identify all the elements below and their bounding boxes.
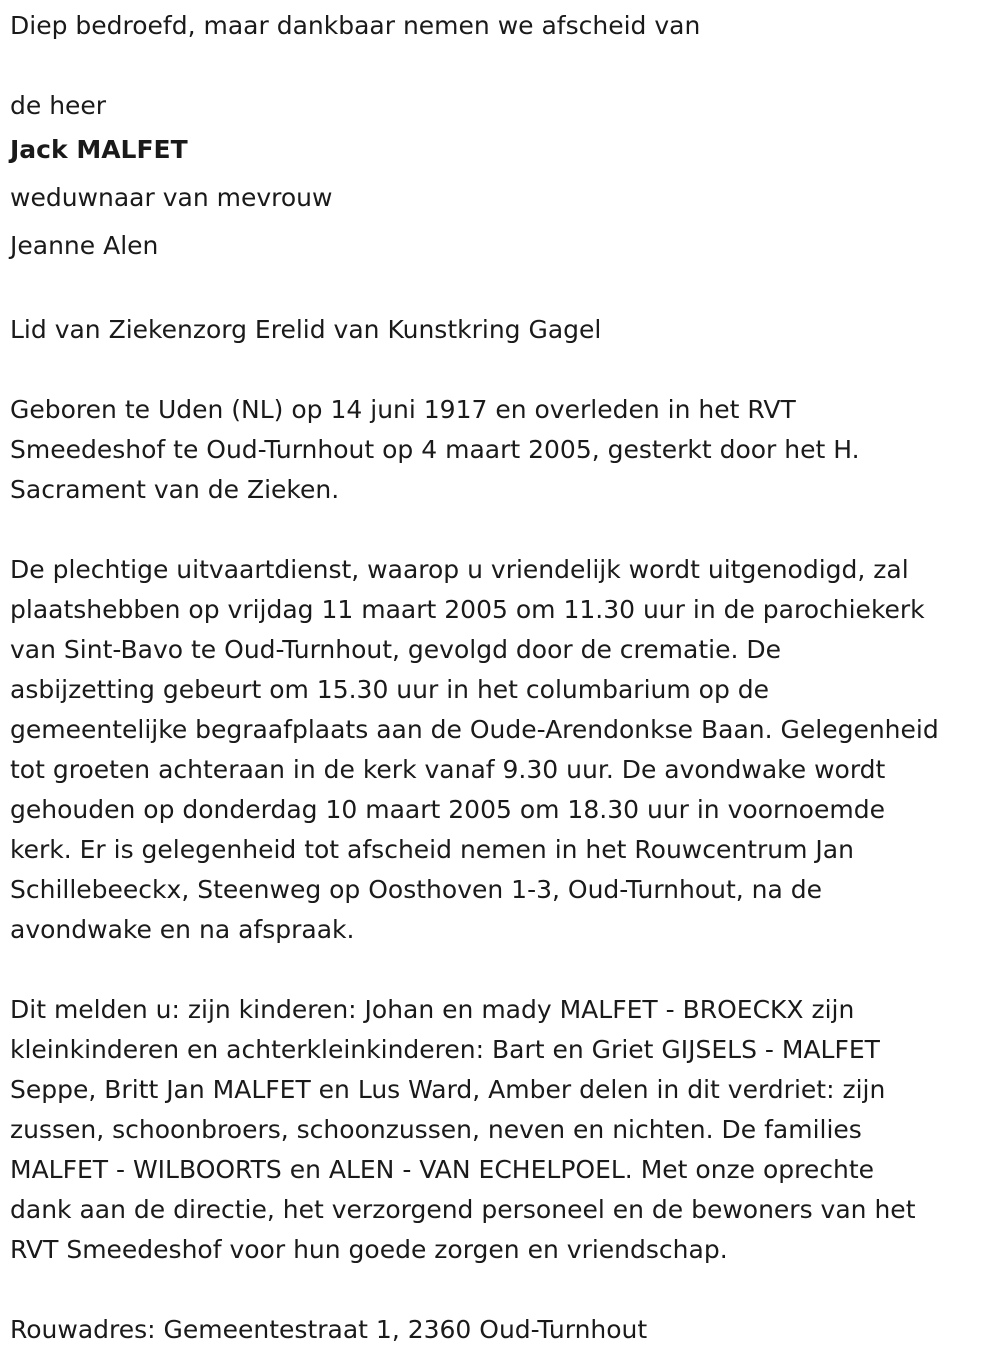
paragraph-line: kerk. Er is gelegenheid tot afscheid nemen in het Rouwcentrum Jan [10,835,854,864]
paragraph-line: dank aan de directie, het verzorgend personeel en de bewoners van het [10,1195,916,1224]
paragraph-line: Smeedeshof te Oud-Turnhout op 4 maart 2005, gesterkt door het H. [10,435,860,464]
paragraph-line: gemeentelijke begraafplaats aan de Oude-Arendonkse Baan. Gelegenheid [10,715,939,744]
paragraph-line: van Sint-Bavo te Oud-Turnhout, gevolgd door de crematie. De [10,635,781,664]
spouse-name: Jeanne Alen [10,231,159,260]
paragraph-line: Schillebeeckx, Steenweg op Oosthoven 1-3, Oud-Turnhout, na de [10,875,823,904]
paragraph-line: asbijzetting gebeurt om 15.30 uur in het columbarium op de [10,675,770,704]
paragraph-line: Geboren te Uden (NL) op 14 juni 1917 en overleden in het RVT [10,395,796,424]
family-paragraph [10,990,995,1270]
birth-death-paragraph [10,390,995,510]
paragraph-line: MALFET - WILBOORTS en ALEN - VAN ECHELPOEL. Met onze oprechte [10,1155,875,1184]
spacer [10,46,995,86]
spacer [10,350,995,390]
paragraph-line: RVT Smeedeshof voor hun goede zorgen en vriendschap. [10,1235,728,1264]
paragraph-line: zussen, schoonbroers, schoonzussen, neven en nichten. De families [10,1115,862,1144]
paragraph-line: Sacrament van de Zieken. [10,475,340,504]
paragraph-line: Dit melden u: zijn kinderen: Johan en mady MALFET - BROECKX zijn [10,995,855,1024]
paragraph-line: tot groeten achteraan in de kerk vanaf 9.30 uur. De avondwake wordt [10,755,886,784]
paragraph-line: Seppe, Britt Jan MALFET en Lus Ward, Amber delen in dit verdriet: zijn [10,1075,886,1104]
paragraph-line: gehouden op donderdag 10 maart 2005 om 18.30 uur in voornoemde [10,795,885,824]
title-text: de heer [10,91,107,120]
spacer [10,510,995,550]
paragraph-line: avondwake en na afspraak. [10,915,355,944]
spacer [10,950,995,990]
intro-text: Diep bedroefd, maar dankbaar nemen we afscheid van [10,11,701,40]
obituary-notice [10,6,995,1350]
relation-text: weduwnaar van mevrouw [10,183,333,212]
funeral-paragraph [10,550,995,950]
spacer [10,270,995,310]
spacer [10,1270,995,1310]
paragraph-line: De plechtige uitvaartdienst, waarop u vriendelijk wordt uitgenodigd, zal [10,555,909,584]
address-text: Rouwadres: Gemeentestraat 1, 2360 Oud-Turnhout [10,1315,648,1344]
membership-text: Lid van Ziekenzorg Erelid van Kunstkring Gagel [10,315,602,344]
paragraph-line: plaatshebben op vrijdag 11 maart 2005 om 11.30 uur in de parochiekerk [10,595,925,624]
deceased-name: Jack MALFET [10,135,188,164]
paragraph-line: kleinkinderen en achterkleinkinderen: Bart en Griet GIJSELS - MALFET [10,1035,880,1064]
